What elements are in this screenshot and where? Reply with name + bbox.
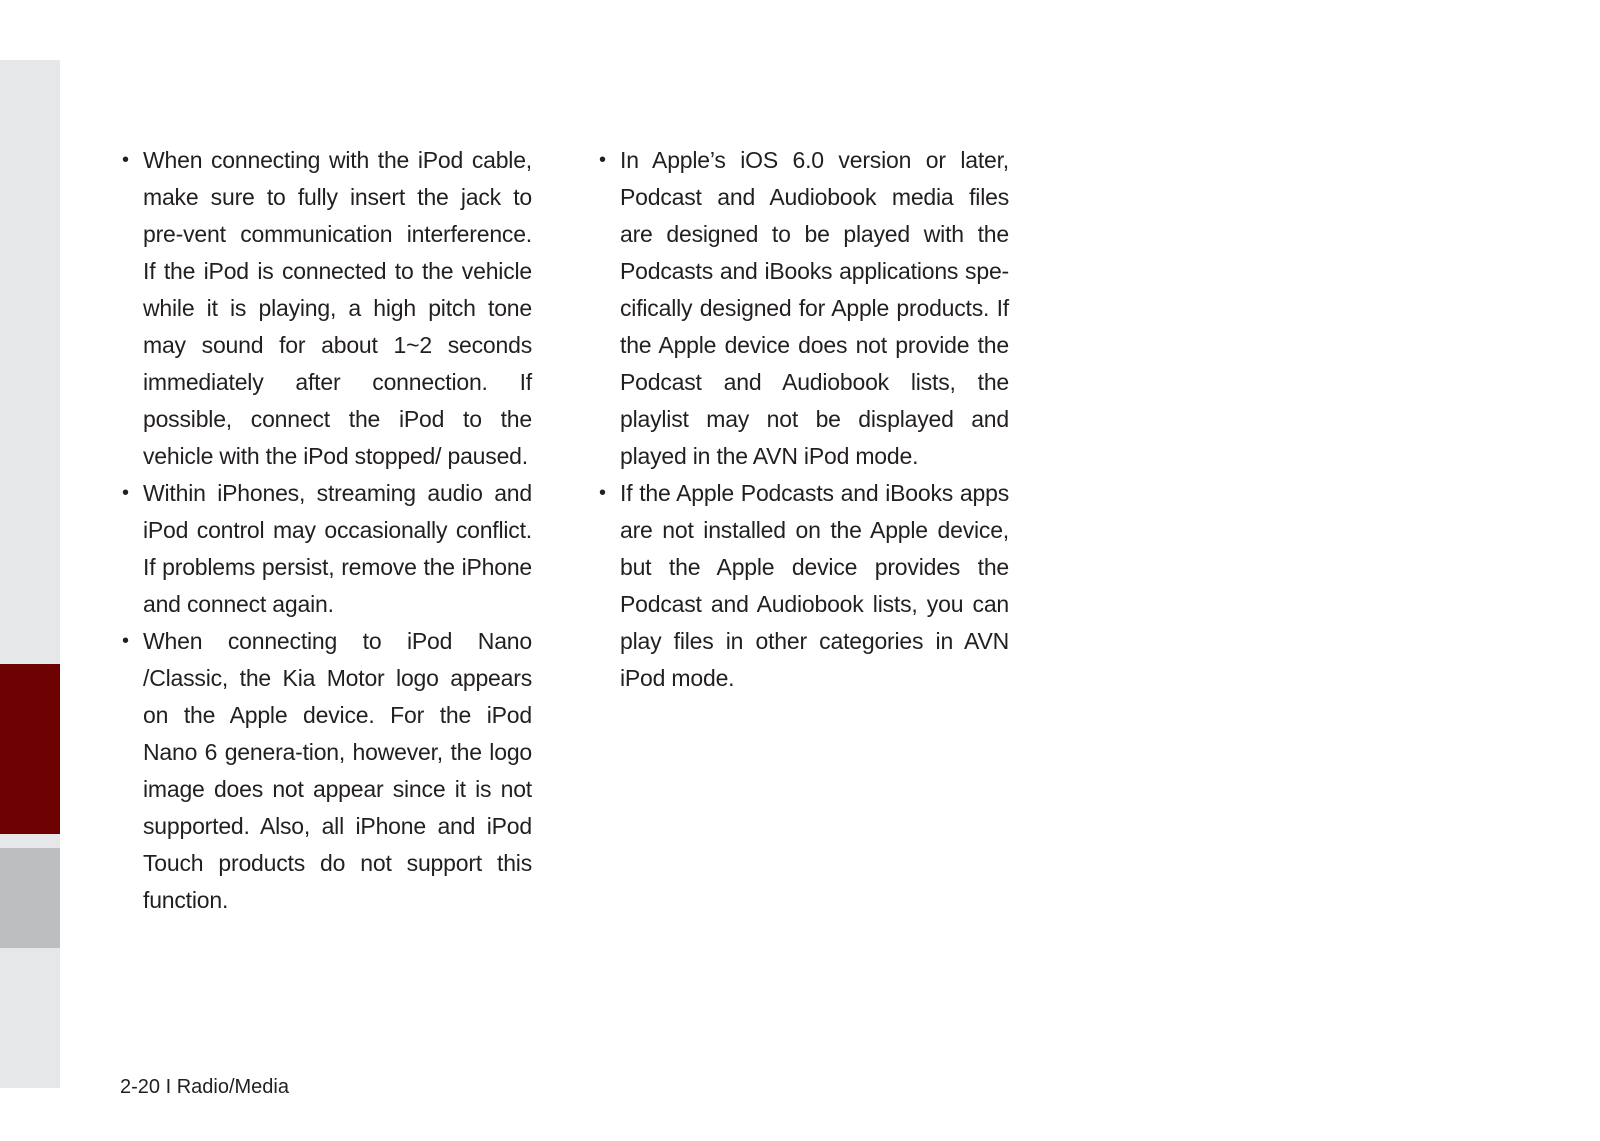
bullet-icon: •	[599, 482, 606, 504]
page-footer: 2-20 I Radio/Media	[120, 1076, 289, 1098]
bullet-icon: •	[122, 482, 129, 504]
list-item	[599, 475, 1009, 697]
left-column	[122, 142, 532, 919]
list-item-text: When connecting to iPod Nano /Classic, the Kia Motor logo appears on the Apple device. For the iPod Nano 6 genera-tion, however, the logo image does not appear since it is not supported. Also, all iPhone and iPod Touch products do not support this function.	[143, 628, 532, 913]
list-item	[122, 475, 532, 623]
chapter-tab-active	[0, 664, 60, 834]
list-item	[122, 623, 532, 919]
list-item-text: When connecting with the iPod cable, make sure to fully insert the jack to pre-vent communication interference. If the iPod is connected to the vehicle while it is playing, a high pitch tone may sound for about 1~2 seconds immediately after connection. If possible, connect the iPod to the vehicle with the iPod stopped/ paused.	[143, 147, 532, 469]
list-item-text: In Apple’s iOS 6.0 version or later, Podcast and Audiobook media files are designed to be played with the Podcasts and iBooks applications spe-cifically designed for Apple products. If the Apple device does not provide the Podcast and Audiobook lists, the playlist may not be displayed and played in the AVN iPod mode.	[620, 147, 1009, 469]
list-item	[122, 142, 532, 475]
list-item-text: Within iPhones, streaming audio and iPod control may occasionally conflict. If problems persist, remove the iPhone and connect again.	[143, 480, 532, 617]
chapter-tab	[0, 848, 60, 948]
list-item-text: If the Apple Podcasts and iBooks apps are not installed on the Apple device, but the Apple device provides the Podcast and Audiobook lists, you can play files in other categories in AVN iPod mode.	[620, 480, 1009, 691]
right-column	[599, 142, 1009, 697]
bullet-icon: •	[122, 149, 129, 171]
bullet-icon: •	[122, 630, 129, 652]
list-item	[599, 142, 1009, 475]
bullet-icon: •	[599, 149, 606, 171]
